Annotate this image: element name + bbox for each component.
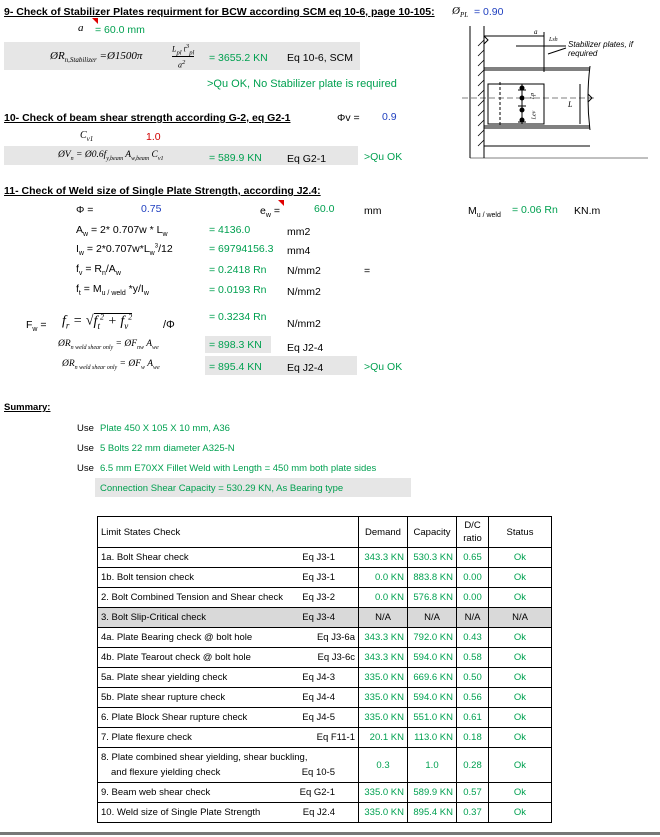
ew-value: 60.0 [314,203,335,215]
weld-r1-eq: $ØR_{n weld shear only}$ = $ØF_{nw}$ $A_{we}$ [58,339,159,351]
weld-r1-value: = 898.3 KN [209,339,262,351]
mu-label: $M_{u / weld}$ [468,205,501,220]
status-cell: Ok [489,748,552,783]
demand-cell: 20.1 KN [359,728,408,748]
fv-value: = 0.2418 Rn [209,264,267,276]
limit-state-name [98,608,359,628]
ew-unit: mm [364,205,382,217]
phi-v-label: Φv = [337,112,360,124]
limit-state-label: 9. Beam web shear check [101,787,211,798]
phi-pl-value: = 0.90 [474,6,504,18]
limit-state-name [98,548,359,568]
stabilizer-ref: Eq 10-6, SCM [287,52,353,64]
phi-v-value: 0.9 [382,111,397,123]
weld-r1-ref: Eq J2-4 [287,342,324,354]
capacity-cell: 669.6 KN [408,668,457,688]
a-value: = 60.0 mm [95,24,145,36]
summary-use-2: Use [77,443,94,454]
capacity-cell: 1.0 [408,748,457,783]
ratio-cell: 0.00 [457,568,489,588]
section-11-title: 11- Check of Weld size of Single Plate Strength, according J2.4: [4,185,321,197]
header-status: Status [489,517,552,548]
limit-state-ref: Eq J2.4 [302,807,335,818]
mu-unit: KN.m [574,205,601,217]
limit-states-table [97,516,552,823]
weld-r2-ref: Eq J2-4 [287,362,324,374]
table-row [98,548,552,568]
shear-eq: $ØV_n$ = $Ø0.6f_{y,beam}$ $A_{w,beam}$ $C_{v1}$ [58,150,164,162]
capacity-cell: 551.0 KN [408,708,457,728]
fw-label: $F_w$ = [26,319,47,334]
figure-lsh-label: Lsh [549,37,558,43]
status-cell: Ok [489,783,552,803]
limit-state-label: 2. Bolt Combined Tension and Shear check [101,592,284,603]
demand-cell: 335.0 KN [359,688,408,708]
status-cell: Ok [489,568,552,588]
weld-r2-conclusion: >Qu OK [364,361,403,373]
aw-label: $A_w = 2*$ $0.707w * L_w$ [76,224,168,239]
ratio-cell: 0.56 [457,688,489,708]
capacity-cell: 576.8 KN [408,588,457,608]
table-row [98,668,552,688]
limit-state-name [98,668,359,688]
fw-divisor: /Φ [163,319,175,331]
weld-r2-value: = 895.4 KN [209,361,262,373]
summary-title: Summary: [4,402,51,413]
limit-state-label: 1a. Bolt Shear check [101,552,189,563]
ratio-cell: 0.57 [457,783,489,803]
limit-state-name [98,708,359,728]
limit-state-name [98,783,359,803]
limit-state-name [98,588,359,608]
demand-cell: 335.0 KN [359,803,408,823]
limit-state-name [98,648,359,668]
limit-state-name [98,628,359,648]
iw-label: $I_w = 2*0.707w*L_w^3/12$ [76,243,173,258]
limit-state-label: 5a. Plate shear yielding check [101,672,228,683]
status-cell: Ok [489,688,552,708]
table-row [98,628,552,648]
table-row [98,588,552,608]
status-cell: Ok [489,668,552,688]
status-cell: Ok [489,588,552,608]
iw-unit: mm4 [287,245,311,257]
table-row [98,728,552,748]
ratio-cell: 0.43 [457,628,489,648]
demand-cell: 0.3 [359,748,408,783]
ratio-cell: 0.37 [457,803,489,823]
summary-plate: Plate 450 X 105 X 10 mm, A36 [100,423,230,434]
table-row [98,688,552,708]
limit-state-ref: Eq J3-4 [302,612,335,623]
summary-use-3: Use [77,463,94,474]
limit-state-ref: Eq J3-1 [302,552,335,563]
header-dc-ratio: D/C ratio [457,517,489,548]
demand-cell: 335.0 KN [359,783,408,803]
limit-state-label: 8. Plate combined shear yielding, shear buckling, [101,752,308,763]
capacity-cell: 113.0 KN [408,728,457,748]
limit-state-label: 1b. Bolt tension check [101,572,194,583]
limit-state-ref: Eq J3-2 [302,592,335,603]
stabilizer-eq: $ØR_{n,Stabilizer}$ =Ø1500π [50,50,143,65]
status-cell: Ok [489,628,552,648]
table-row [98,708,552,728]
status-cell: Ok [489,648,552,668]
table-row [98,568,552,588]
connection-capacity: Connection Shear Capacity = 530.29 KN, As Bearing type [100,483,344,494]
fw-value: = 0.3234 Rn [209,311,267,323]
phi-pl-label: $Ø_{PL}$ [452,5,469,20]
limit-state-ref: Eq J4-5 [302,712,335,723]
demand-cell: 0.0 KN [359,588,408,608]
cv1-value: 1.0 [146,131,161,143]
limit-state-label: 3. Bolt Slip-Critical check [101,612,207,623]
ratio-cell: 0.65 [457,548,489,568]
iw-value: = 69794156.3 [209,243,274,255]
limit-state-ref: Eq F11-1 [316,732,355,743]
capacity-cell: 883.8 KN [408,568,457,588]
limit-state-label: 10. Weld size of Single Plate Strength [101,807,261,818]
stabilizer-frac-num: $L_{pl}$ $t^3_{pl}$ [172,43,195,57]
ratio-cell: 0.50 [457,668,489,688]
limit-state-ref: Eq J3-6a [316,632,355,643]
limit-state-ref: Eq J3-6c [317,652,355,663]
summary-weld: 6.5 mm E70XX Fillet Weld with Length = 450 mm both plate sides [100,463,377,474]
limit-state-ref: Eq J3-1 [302,572,335,583]
capacity-cell: 530.3 KN [408,548,457,568]
capacity-cell: 895.4 KN [408,803,457,823]
ratio-cell: 0.18 [457,728,489,748]
weld-phi-value: 0.75 [141,203,162,215]
header-limit-states: Limit States Check [98,517,359,548]
ratio-cell: N/A [457,608,489,628]
ratio-cell: 0.58 [457,648,489,668]
capacity-cell: N/A [408,608,457,628]
ft-value: = 0.0193 Rn [209,284,267,296]
demand-cell: 0.0 KN [359,568,408,588]
figure-l-label: L [568,100,573,109]
limit-state-ref: Eq G2-1 [299,787,335,798]
stabilizer-result: = 3655.2 KN [209,52,268,64]
figure-stabilizer-note: Stabilizer plates, if required [568,40,633,58]
limit-state-name [98,728,359,748]
limit-state-label: 4b. Plate Tearout check @ bolt hole [101,652,251,663]
limit-state-label: 7. Plate flexure check [101,732,192,743]
demand-cell: 343.3 KN [359,648,408,668]
summary-bolts: 5 Bolts 22 mm diameter A325-N [100,443,235,454]
status-cell: N/A [489,608,552,628]
aw-value: = 4136.0 [209,224,251,236]
limit-state-ref: Eq J4-4 [302,692,335,703]
a-label: a [78,22,84,34]
status-cell: Ok [489,548,552,568]
status-cell: Ok [489,708,552,728]
table-row [98,748,552,783]
page-bottom-border [0,832,660,835]
ew-comment-marker [278,200,284,206]
capacity-cell: 594.0 KN [408,648,457,668]
capacity-cell: 792.0 KN [408,628,457,648]
fw-equation: $f_r = √f_t^2 + f_v^2$ [62,312,133,331]
shear-result: = 589.9 KN [209,152,262,164]
figure-lev-label: Lev [531,110,538,120]
ratio-cell: 0.28 [457,748,489,783]
section-10-title: 10- Check of beam shear strength according G-2, eq G2-1 [4,112,291,124]
table-row [98,648,552,668]
weld-phi-label: Φ = [76,204,94,216]
table-row [98,783,552,803]
mu-value: = 0.06 Rn [512,204,558,216]
cv1-label: $C_{v1}$ [80,130,94,143]
limit-state-name [98,748,359,783]
ft-unit: N/mm2 [287,286,321,298]
shear-conclusion: >Qu OK [364,151,403,163]
limit-state-label: 4a. Plate Bearing check @ bolt hole [101,632,253,643]
table-row [98,608,552,628]
status-cell: Ok [489,803,552,823]
weld-r2-eq: $ØR_{n weld shear only}$ = $ØF_w$ $A_{we}$ [62,359,160,371]
ew-label: $e_w$ = [260,205,280,220]
fv-extra: = [364,265,371,277]
section-9-title: 9- Check of Stabilizer Plates requirment for BCW according SCM eq 10-6, page 10-105: [4,6,435,18]
figure-a-label: a [534,28,538,36]
figure-lp-label: Lp [530,92,537,100]
limit-state-label: 5b. Plate shear rupture check [101,692,226,703]
limit-state-label: 6. Plate Block Shear rupture check [101,712,248,723]
demand-cell: 335.0 KN [359,668,408,688]
header-capacity: Capacity [408,517,457,548]
ft-label: $f_t = M_{u / weld}$ $*y/I_w$ [76,283,149,298]
demand-cell: 335.0 KN [359,708,408,728]
demand-cell: 343.3 KN [359,628,408,648]
table-row [98,803,552,823]
ratio-cell: 0.00 [457,588,489,608]
status-cell: Ok [489,728,552,748]
limit-state-name [98,803,359,823]
limit-state-name [98,568,359,588]
stabilizer-conclusion: >Qu OK, No Stabilizer plate is required [207,78,397,90]
header-demand: Demand [359,517,408,548]
limit-state-ref: Eq 10-5 [301,767,335,778]
capacity-cell: 589.9 KN [408,783,457,803]
demand-cell: N/A [359,608,408,628]
shear-ref: Eq G2-1 [287,153,327,165]
aw-unit: mm2 [287,226,311,238]
limit-state-name [98,688,359,708]
stabilizer-frac-den: $a^2$ [178,59,186,70]
summary-use-1: Use [77,423,94,434]
limit-state-label-2: and flexure yielding check [111,767,221,778]
demand-cell: 343.3 KN [359,548,408,568]
limit-state-ref: Eq J4-3 [302,672,335,683]
fv-unit: N/mm2 [287,265,321,277]
fv-label: $f_v = R_n/A_w$ [76,263,121,278]
capacity-cell: 594.0 KN [408,688,457,708]
ratio-cell: 0.61 [457,708,489,728]
fw-unit: N/mm2 [287,318,321,330]
